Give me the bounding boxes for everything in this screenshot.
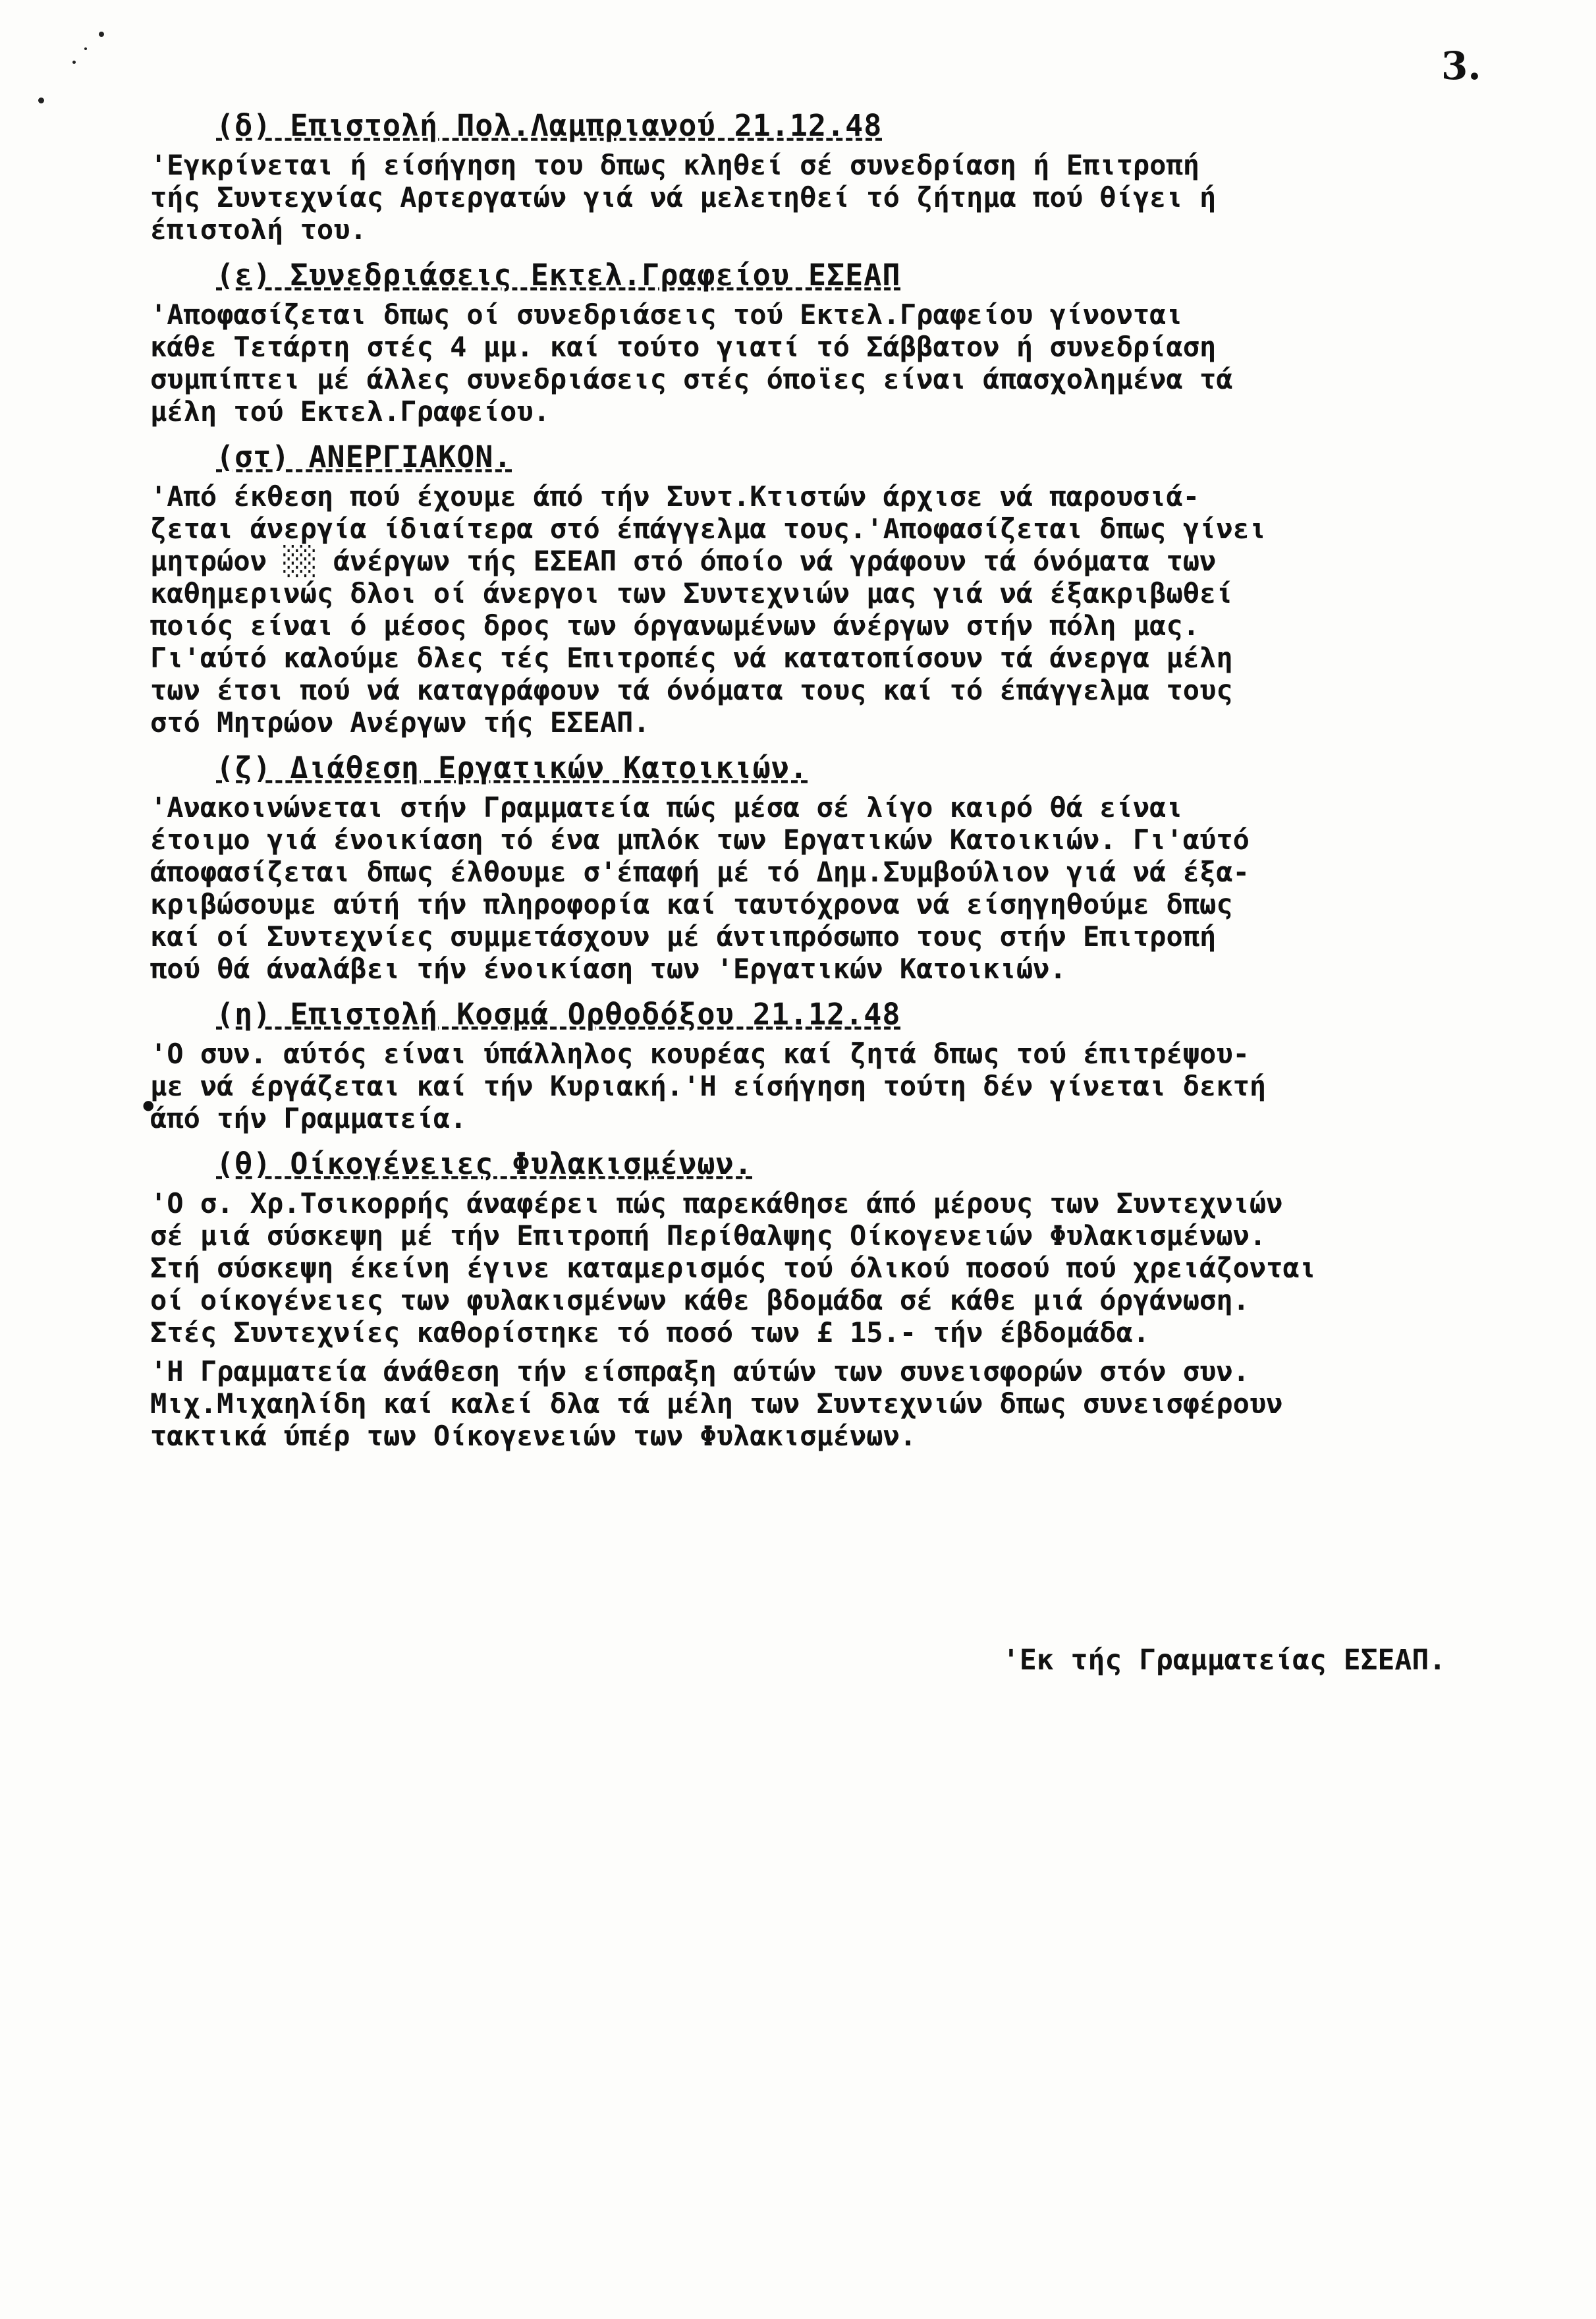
page-number: 3. bbox=[1441, 43, 1481, 88]
section-paragraph: 'Ανακοινώνεται στήν Γραμματεία πώς μέσα σέ λίγο καιρό θά είναι έτοιμο γιά ένοικίαση τό ένα μπλόκ των Εργατικών Κατοικιών. Γι'αύτό άποφασίζεται δπως έλθουμε σ'έπαφή μέ τό Δημ.Συμβούλιον γιά νά έξα- κριβώσουμε αύτή τήν πληροφορία καί ταυτόχρονα νά είσηγηθούμε δπως καί οί Συντεχνίες συμμετάσχουν μέ άντιπρόσωπο τους στήν Επιτροπή πού θά άναλάβει τήν ένοικίαση των 'Εργατικών Κατοικιών. bbox=[150, 791, 1250, 985]
section-heading: (ε) Συνεδριάσεις Εκτελ.Γραφείου ΕΣΕΑΠ bbox=[216, 258, 901, 293]
ink-speck bbox=[38, 98, 44, 103]
section-zeta bbox=[150, 748, 1507, 985]
section-paragraph: 'Ο συν. αύτός είναι ύπάλληλος κουρέας καί ζητά δπως τού έπιτρέψου- με νά έργάζεται καί τήν Κυριακή.'Η είσήγηση τούτη δέν γίνεται δεκτή άπό τήν Γραμματεία. bbox=[150, 1038, 1267, 1134]
section-eta bbox=[150, 994, 1507, 1134]
section-heading: (στ) ΑΝΕΡΓΙΑΚΟΝ. bbox=[216, 439, 512, 474]
section-paragraph: 'Εγκρίνεται ή είσήγηση του δπως κληθεί σέ συνεδρίαση ή Επιτροπή τής Συντεχνίας Αρτεργατών γιά νά μελετηθεί τό ζήτημα πού θίγει ή έπιστολή του. bbox=[150, 149, 1217, 246]
margin-bullet: • bbox=[140, 1090, 157, 1124]
section-delta bbox=[150, 105, 1507, 246]
ink-speck bbox=[84, 47, 87, 50]
section-heading: (η) Επιστολή Κοσμά Ορθοδόξου 21.12.48 bbox=[216, 997, 901, 1032]
section-st bbox=[150, 437, 1507, 739]
section-theta bbox=[150, 1144, 1507, 1452]
section-paragraph: 'Από έκθεση πού έχουμε άπό τήν Συντ.Κτιστών άρχισε νά παρουσιά- ζεται άνεργία ίδιαίτερα στό έπάγγελμα τους.'Αποφασίζεται δπως γίνει μητρώον ░░ άνέργων τής ΕΣΕΑΠ στό όποίο νά γράφουν τά όνόματα των καθημερινώς δλοι οί άνεργοι των Συντεχνιών μας γιά νά έξακριβωθεί ποιός είναι ό μέσος δρος των όργανωμένων άνέργων στήν πόλη μας. Γι'αύτό καλούμε δλες τές Επιτροπές νά κατατοπίσουν τά άνεργα μέλη των έτσι πού νά καταγράφουν τά όνόματα τους καί τό έπάγγελμα τους στό Μητρώον Ανέργων τής ΕΣΕΑΠ. bbox=[150, 480, 1267, 739]
section-heading: (δ) Επιστολή Πολ.Λαμπριανού 21.12.48 bbox=[216, 108, 883, 143]
section-paragraph: 'Αποφασίζεται δπως οί συνεδριάσεις τού Εκτελ.Γραφείου γίνονται κάθε Τετάρτη στές 4 μμ. καί τούτο γιατί τό Σάββατον ή συνεδρίαση συμπίπτει μέ άλλες συνεδριάσεις στές όποϊες είναι άπασχολημένα τά μέλη τού Εκτελ.Γραφείου. bbox=[150, 298, 1233, 428]
section-heading: (ζ) Διάθεση Εργατικών Κατοικιών. bbox=[216, 750, 808, 785]
ink-speck bbox=[99, 32, 104, 37]
section-paragraph: 'Η Γραμματεία άνάθεση τήν είσπραξη αύτών των συνεισφορών στόν συν. Μιχ.Μιχαηλίδη καί καλεί δλα τά μέλη των Συντεχνιών δπως συνεισφέρουν τακτικά ύπέρ των Οίκογενειών των Φυλακισμένων. bbox=[150, 1355, 1283, 1452]
section-paragraph: 'Ο σ. Χρ.Τσικορρής άναφέρει πώς παρεκάθησε άπό μέρους των Συντεχνιών σέ μιά σύσκεψη μέ τήν Επιτροπή Περίθαλψης Οίκογενειών Φυλακισμένων. Στή σύσκεψη έκείνη έγινε καταμερισμός τού όλικού ποσού πού χρειάζονται οί οίκογένειες των φυλακισμένων κάθε βδομάδα σέ κάθε μιά όργάνωση. Στές Συντεχνίες καθορίστηκε τό ποσό των £ 15.- τήν έβδομάδα. bbox=[150, 1187, 1317, 1349]
signature-line: 'Εκ τής Γραμματείας ΕΣΕΑΠ. bbox=[1003, 1644, 1446, 1677]
section-heading: (θ) Οίκογένειες Φυλακισμένων. bbox=[216, 1146, 753, 1181]
ink-speck bbox=[72, 61, 76, 64]
document-body bbox=[150, 105, 1507, 1461]
section-epsilon bbox=[150, 255, 1507, 428]
